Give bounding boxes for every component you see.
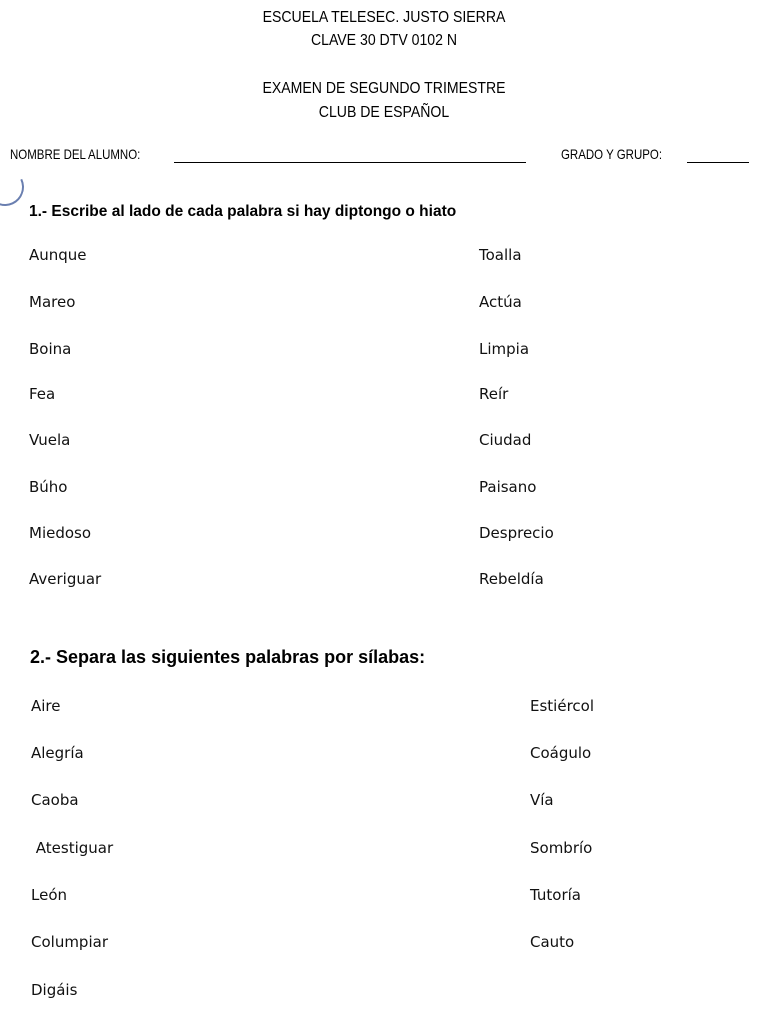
student-info-row <box>10 146 755 166</box>
section-1-title: 1.- Escribe al lado de cada palabra si hay diptongo o hiato <box>29 203 457 220</box>
s1-right-word: Paisano <box>479 478 537 496</box>
s2-left-word: Alegría <box>31 744 84 762</box>
s2-left-word: León <box>31 886 68 904</box>
grade-group-blank[interactable] <box>687 162 749 163</box>
s1-right-word: Rebeldía <box>479 570 544 588</box>
s1-left-word: Aunque <box>29 246 87 264</box>
s1-right-word: Desprecio <box>479 524 554 542</box>
school-code: CLAVE 30 DTV 0102 N <box>310 32 458 49</box>
s1-left-word: Averiguar <box>29 570 102 588</box>
s2-left-word: Columpiar <box>31 933 108 951</box>
s1-left-word: Vuela <box>29 431 71 449</box>
s2-right-word: Vía <box>530 791 554 809</box>
s2-left-word: Aire <box>31 697 61 715</box>
s2-right-word: Sombrío <box>530 839 593 857</box>
s2-left-word: Digáis <box>31 981 78 999</box>
page-curl-mark <box>0 163 29 212</box>
student-name-label: NOMBRE DEL ALUMNO: <box>10 146 141 162</box>
s2-right-word: Coágulo <box>530 744 592 762</box>
student-name-blank[interactable] <box>174 162 526 163</box>
s1-right-word: Reír <box>479 385 509 403</box>
s1-right-word: Ciudad <box>479 431 532 449</box>
s1-left-word: Fea <box>29 385 56 403</box>
s2-right-word: Cauto <box>530 933 575 951</box>
s2-left-word: Atestiguar <box>31 839 114 857</box>
s1-left-word: Búho <box>29 478 68 496</box>
s2-right-word: Estiércol <box>530 697 594 715</box>
s2-right-word: Tutoría <box>530 886 581 904</box>
grade-group-label: GRADO Y GRUPO: <box>561 146 663 162</box>
section-2-title: 2.- Separa las siguientes palabras por sílabas: <box>30 647 426 667</box>
exam-title: EXAMEN DE SEGUNDO TRIMESTRE <box>262 80 506 97</box>
school-name: ESCUELA TELESEC. JUSTO SIERRA <box>262 9 506 26</box>
s1-left-word: Miedoso <box>29 524 92 542</box>
club-title: CLUB DE ESPAÑOL <box>318 104 450 121</box>
s1-left-word: Boina <box>29 340 72 358</box>
s1-right-word: Actúa <box>479 293 522 311</box>
s1-left-word: Mareo <box>29 293 76 311</box>
s1-right-word: Limpia <box>479 340 530 358</box>
s1-right-word: Toalla <box>479 246 522 264</box>
s2-left-word: Caoba <box>31 791 79 809</box>
